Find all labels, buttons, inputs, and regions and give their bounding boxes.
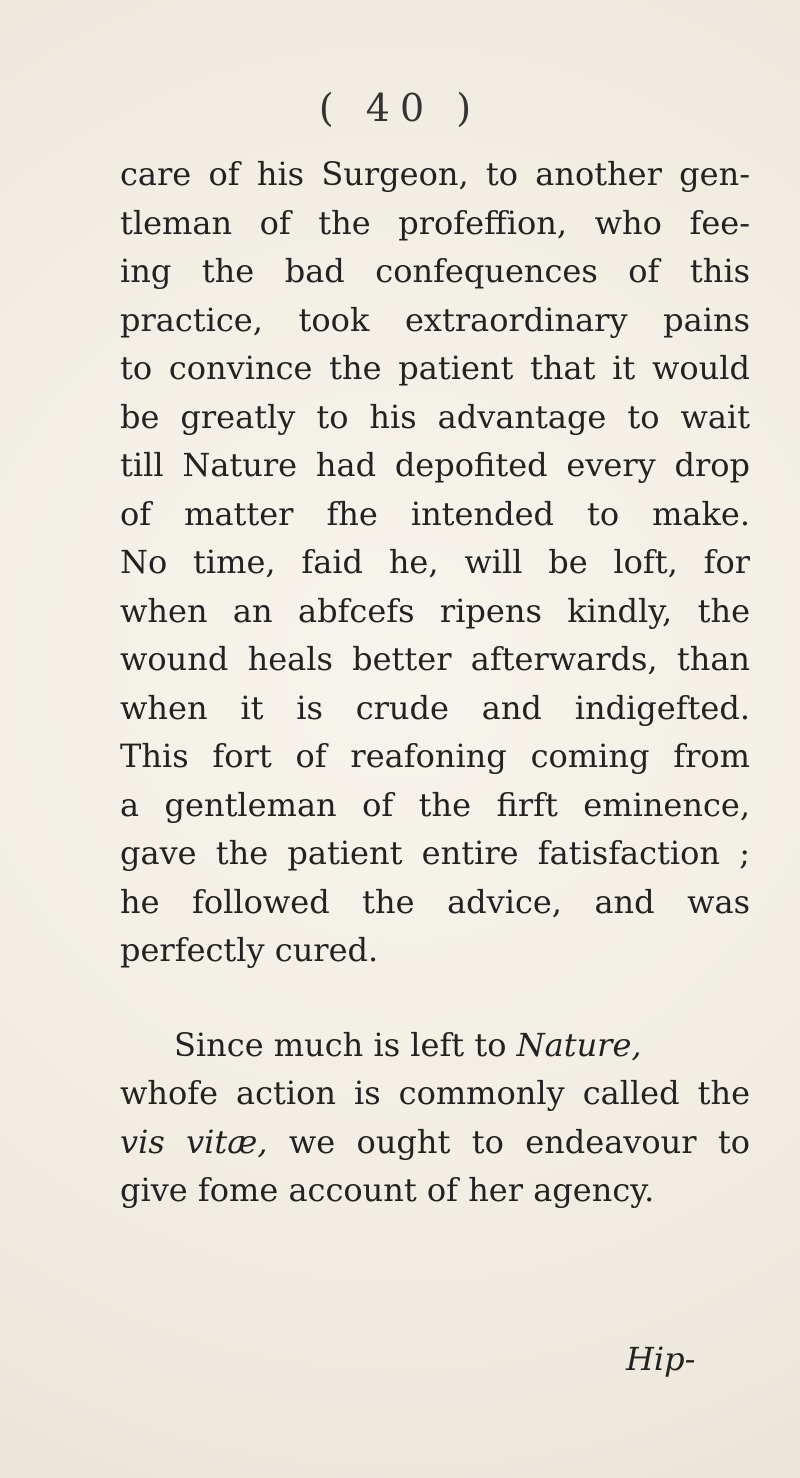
text-line: perfectly cured. — [120, 931, 379, 969]
text-line: of matter fhe intended to make. — [120, 494, 750, 533]
catchword: Hip- — [626, 1340, 696, 1378]
paragraph-gap — [120, 975, 750, 1021]
text-line: a gentleman of the firft eminence, — [120, 785, 750, 824]
text-line: till Nature had depofited every drop — [120, 446, 750, 484]
text-line — [120, 1118, 750, 1167]
text-line — [120, 1021, 750, 1070]
text-line: whofe action is commonly called the — [120, 1074, 750, 1112]
text-line: be greatly to his advantage to wait — [120, 397, 750, 436]
text-segment: Since much is left to — [174, 1025, 517, 1064]
text-line: practice, took extraordinary pains — [120, 300, 750, 339]
italic-term-vis-vitae: vis vitæ, — [120, 1122, 268, 1161]
text-segment: we ought to endeavour to — [267, 1122, 750, 1161]
italic-term-nature: Nature, — [516, 1025, 642, 1064]
text-line: give fome account of her agency. — [120, 1171, 655, 1209]
text-line: ing the bad confequences of this — [120, 252, 750, 290]
paragraph-2 — [120, 1021, 750, 1215]
text-line: to convince the patient that it would — [120, 349, 750, 387]
text-line: No time, faid he, will be loft, for — [120, 543, 750, 581]
text-line: care of his Surgeon, to another gen- — [120, 155, 750, 193]
paragraph-1 — [120, 150, 750, 975]
text-line: gave the patient entire fatisfaction ; — [120, 834, 750, 872]
page-number: ( 40 ) — [318, 86, 482, 130]
text-line: wound heals better afterwards, than — [120, 640, 750, 678]
text-line: when it is crude and indigefted. — [120, 688, 750, 727]
text-line: when an abfcefs ripens kindly, the — [120, 591, 750, 630]
text-line: tleman of the profeffion, who fee- — [120, 203, 750, 242]
body-text — [120, 150, 750, 1215]
text-line: This fort of reafoning coming from — [120, 737, 750, 775]
text-line: he followed the advice, and was — [120, 882, 750, 921]
